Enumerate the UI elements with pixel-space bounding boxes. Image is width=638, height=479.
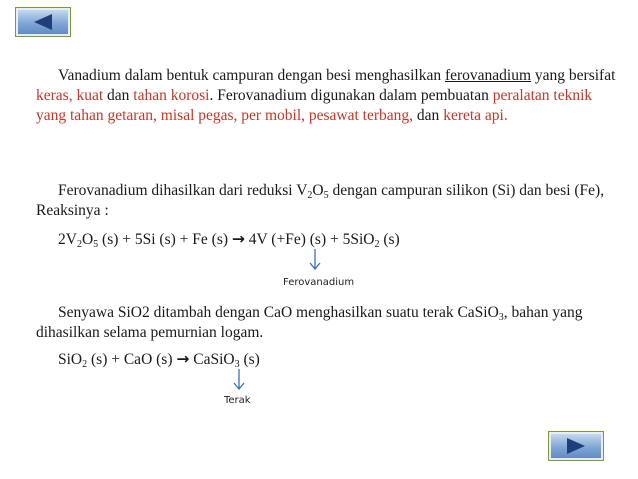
text: dan xyxy=(413,107,444,124)
paragraph-slag xyxy=(36,303,616,370)
highlight-applications: peralatan teknik yang tahan getaran, misal pegas, per mobil, pesawat terbang, xyxy=(36,87,593,124)
subscript: 3 xyxy=(234,359,240,370)
text: dengan campuran silikon (Si) dan besi (Fe), Reaksinya : xyxy=(36,182,605,219)
subscript: 2 xyxy=(76,239,82,250)
text: O xyxy=(312,182,324,199)
triangle-right-icon xyxy=(565,437,587,455)
subscript: 2 xyxy=(82,359,88,370)
text: , bahan yang dihasilkan selama pemurnian logam. xyxy=(36,304,583,341)
text: CaSiO xyxy=(189,351,235,368)
text: 4V (+Fe) (s) + 5SiO xyxy=(244,231,375,248)
text: (s) + 5Si (s) + Fe (s) xyxy=(98,231,232,248)
text: 2V xyxy=(58,231,77,248)
reaction-equation-1 xyxy=(36,229,616,250)
text: (s) xyxy=(239,351,260,368)
highlight-train: kereta api. xyxy=(443,107,508,124)
subscript: 3 xyxy=(498,312,504,323)
subscript: 2 xyxy=(307,190,313,201)
text: (s) xyxy=(379,231,400,248)
reaction-arrow-icon: → xyxy=(176,350,190,368)
previous-slide-button[interactable] xyxy=(15,7,71,37)
text: Ferovanadium dihasilkan dari reduksi V xyxy=(58,182,308,199)
term-ferovanadium: ferovanadium xyxy=(444,67,532,84)
text: O xyxy=(81,231,94,248)
text: Vanadium dalam bentuk campuran dengan besi menghasilkan xyxy=(58,67,445,84)
text: (s) + CaO (s) xyxy=(87,351,177,368)
triangle-left-icon xyxy=(32,13,54,31)
text: Senyawa SiO2 ditambah dengan CaO menghasilkan suatu terak CaSiO xyxy=(58,304,499,321)
label-terak: Terak xyxy=(224,395,251,406)
next-slide-button[interactable] xyxy=(548,431,604,461)
down-arrow-icon xyxy=(308,249,322,271)
text: yang bersifat xyxy=(531,67,616,84)
subscript: 5 xyxy=(93,239,99,250)
reaction-arrow-icon: → xyxy=(231,230,245,248)
highlight-properties: keras, kuat xyxy=(36,87,104,104)
text: dan xyxy=(103,87,134,104)
label-ferovanadium: Ferovanadium xyxy=(283,277,355,288)
subscript: 2 xyxy=(374,239,380,250)
paragraph-production xyxy=(36,181,616,250)
text: . Ferovanadium digunakan dalam pembuatan xyxy=(209,87,493,104)
text: SiO xyxy=(58,351,83,368)
paragraph-ferovanadium-uses xyxy=(36,66,616,126)
down-arrow-icon xyxy=(232,369,246,391)
reaction-equation-2 xyxy=(36,349,616,370)
highlight-corrosion: tahan korosi xyxy=(133,87,210,104)
subscript: 5 xyxy=(323,190,329,201)
